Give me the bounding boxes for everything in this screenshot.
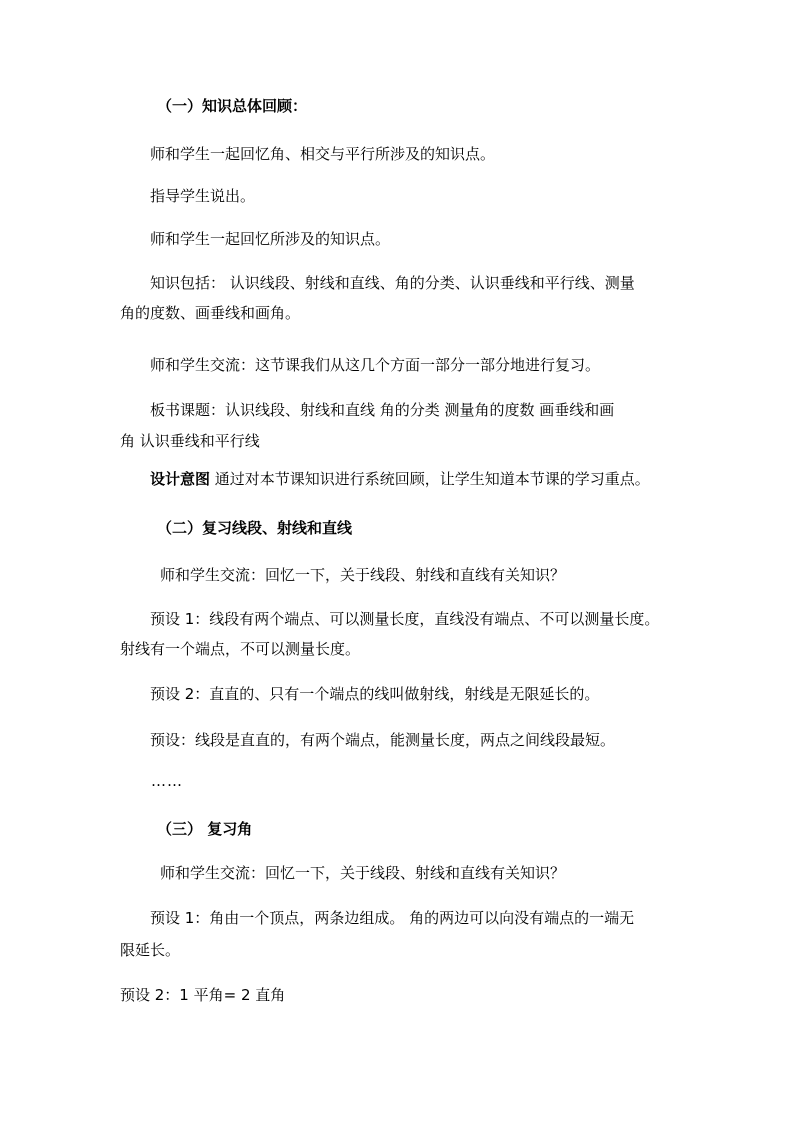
section-1-title: （一）知识总体回顾： (157, 97, 308, 115)
design-intent (0, 469, 794, 489)
paragraph: 师和学生一起回忆所涉及的知识点。 (150, 230, 391, 248)
paragraph-line: 角 认识垂线和平行线 (120, 432, 260, 450)
paragraph-line: 预设 1：角由一个顶点，两条边组成。 角的两边可以向没有端点的一端无 (150, 909, 635, 927)
design-intent-text: 通过对本节课知识进行系统回顾，让学生知道本节课的学习重点。 (210, 470, 650, 488)
paragraph: 师和学生交流：这节课我们从这几个方面一部分一部分地进行复习。 (150, 356, 601, 374)
design-intent-label: 设计意图 (150, 470, 211, 488)
paragraph: 预设 2：直直的、只有一个端点的线叫做射线，射线是无限延长的。 (150, 685, 600, 703)
ellipsis: …… (151, 772, 183, 790)
paragraph: 师和学生交流：回忆一下，关于线段、射线和直线有关知识？ (160, 566, 566, 584)
paragraph-line: 角的度数、画垂线和画角。 (120, 304, 301, 322)
section-2-title: （二）复习线段、射线和直线 (157, 519, 353, 537)
paragraph-line: 射线有一个端点，不可以测量长度。 (120, 640, 361, 658)
paragraph-line: 板书课题：认识线段、射线和直线 角的分类 测量角的度数 画垂线和画 (150, 401, 615, 419)
paragraph: 预设 2：1 平角= 2 直角 (120, 986, 286, 1004)
paragraph: 预设：线段是直直的，有两个端点，能测量长度，两点之间线段最短。 (150, 731, 616, 749)
paragraph: 师和学生交流：回忆一下，关于线段、射线和直线有关知识？ (160, 864, 566, 882)
paragraph-line: 限延长。 (120, 941, 181, 959)
section-3-title: （三） 复习角 (157, 820, 253, 838)
paragraph: 指导学生说出。 (150, 187, 256, 205)
paragraph-line: 预设 1：线段有两个端点、可以测量长度，直线没有端点、不可以测量长度。 (150, 610, 660, 628)
paragraph-line: 知识包括： 认识线段、射线和直线、角的分类、认识垂线和平行线、测量 (150, 274, 635, 292)
paragraph: 师和学生一起回忆角、相交与平行所涉及的知识点。 (150, 145, 496, 163)
